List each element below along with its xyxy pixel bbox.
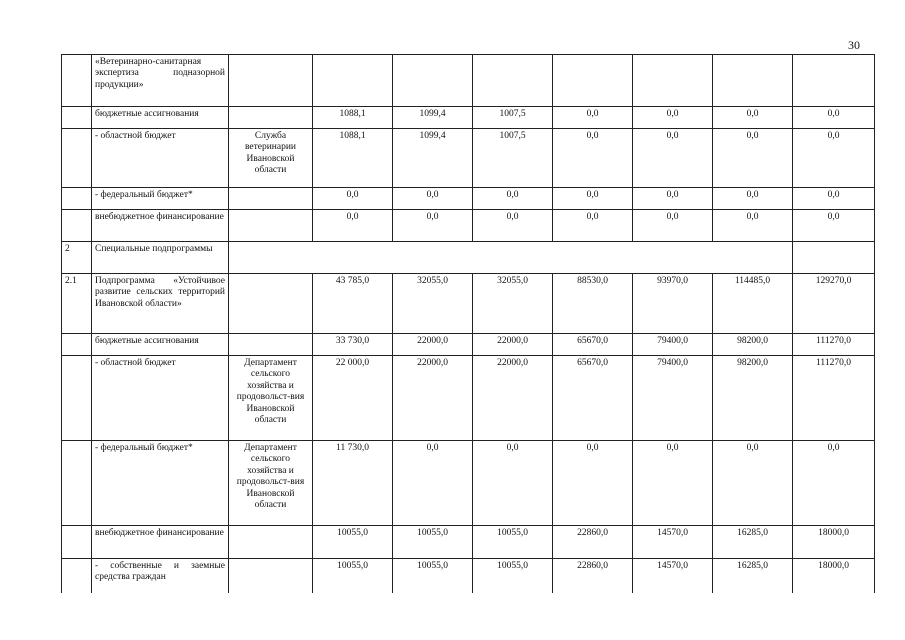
value-cell <box>553 55 633 107</box>
table-row <box>62 334 875 356</box>
value-cell: 0,0 <box>553 210 633 242</box>
row-responsible <box>229 188 313 210</box>
row-index <box>62 107 92 129</box>
value-cell: 98200,0 <box>713 334 793 356</box>
value-cell: 32055,0 <box>473 274 553 334</box>
row-name: - федеральный бюджет* <box>92 188 229 210</box>
row-name: внебюджетное финансирование <box>92 210 229 242</box>
value-cell <box>793 55 875 107</box>
value-cell: 1007,5 <box>473 107 553 129</box>
row-index <box>62 55 92 107</box>
row-name: - областной бюджет <box>92 129 229 188</box>
table-row <box>62 559 875 593</box>
value-cell: 79400,0 <box>633 334 713 356</box>
row-index <box>62 129 92 188</box>
table-row <box>62 526 875 559</box>
value-cell: 0,0 <box>553 188 633 210</box>
value-cell: 22 000,0 <box>313 356 393 441</box>
value-cell: 33 730,0 <box>313 334 393 356</box>
row-index: 2.1 <box>62 274 92 334</box>
row-responsible <box>229 55 313 107</box>
value-cell: 0,0 <box>393 441 473 526</box>
value-cell: 0,0 <box>633 129 713 188</box>
value-cell: 129270,0 <box>793 274 875 334</box>
value-cell: 0,0 <box>313 188 393 210</box>
table-row <box>62 129 875 188</box>
value-cell: 0,0 <box>553 441 633 526</box>
row-name: Подпрограмма «Устойчивое развитие сельских территорий Ивановской области» <box>92 274 229 334</box>
value-cell: 10055,0 <box>473 526 553 559</box>
value-cell: 0,0 <box>553 129 633 188</box>
row-index <box>62 526 92 559</box>
row-name: внебюджетное финансирование <box>92 526 229 559</box>
row-index <box>62 334 92 356</box>
value-cell: 22860,0 <box>553 526 633 559</box>
budget-table <box>61 54 875 593</box>
row-index <box>62 441 92 526</box>
value-cell: 16285,0 <box>713 559 793 593</box>
value-cell: 0,0 <box>553 107 633 129</box>
row-responsible: Департамент сельского хозяйства и продовольст-вия Ивановской области <box>229 441 313 526</box>
value-cell <box>633 55 713 107</box>
value-cell: 1088,1 <box>313 107 393 129</box>
value-cell: 10055,0 <box>313 559 393 593</box>
value-cell: 0,0 <box>713 129 793 188</box>
value-cell <box>393 55 473 107</box>
page-number: 30 <box>848 38 860 52</box>
value-cell: 0,0 <box>393 210 473 242</box>
value-cell: 0,0 <box>633 188 713 210</box>
value-cell: 111270,0 <box>793 356 875 441</box>
value-cell: 65670,0 <box>553 356 633 441</box>
value-cell: 22000,0 <box>473 334 553 356</box>
row-responsible <box>229 559 313 593</box>
value-cell: 98200,0 <box>713 356 793 441</box>
table-row <box>62 107 875 129</box>
value-cell: 0,0 <box>633 441 713 526</box>
value-cell: 14570,0 <box>633 559 713 593</box>
value-cell: 0,0 <box>633 210 713 242</box>
value-cell: 14570,0 <box>633 526 713 559</box>
row-responsible <box>229 274 313 334</box>
row-responsible: Служба ветеринарии Ивановской области <box>229 129 313 188</box>
section-blank <box>229 242 793 274</box>
row-index <box>62 356 92 441</box>
value-cell: 79400,0 <box>633 356 713 441</box>
value-cell: 43 785,0 <box>313 274 393 334</box>
value-cell: 32055,0 <box>393 274 473 334</box>
value-cell: 22000,0 <box>393 356 473 441</box>
value-cell: 10055,0 <box>473 559 553 593</box>
value-cell <box>313 55 393 107</box>
value-cell: 1099,4 <box>393 129 473 188</box>
value-cell: 0,0 <box>393 188 473 210</box>
table-row <box>62 274 875 334</box>
row-index <box>62 210 92 242</box>
value-cell: 18000,0 <box>793 526 875 559</box>
table-row <box>62 55 875 107</box>
value-cell: 111270,0 <box>793 334 875 356</box>
value-cell: 0,0 <box>633 107 713 129</box>
row-name: Специальные подпрограммы <box>92 242 229 274</box>
value-cell: 10055,0 <box>393 559 473 593</box>
value-cell: 0,0 <box>313 210 393 242</box>
row-name: «Ветеринарно-санитарная экспертиза подназорной продукции» <box>92 55 229 107</box>
row-index <box>62 188 92 210</box>
value-cell: 0,0 <box>793 441 875 526</box>
value-cell: 0,0 <box>473 441 553 526</box>
value-cell: 0,0 <box>713 210 793 242</box>
value-cell: 18000,0 <box>793 559 875 593</box>
table-row <box>62 441 875 526</box>
table-row <box>62 356 875 441</box>
row-responsible <box>229 107 313 129</box>
value-cell: 1099,4 <box>393 107 473 129</box>
value-cell <box>713 55 793 107</box>
value-cell: 1088,1 <box>313 129 393 188</box>
value-cell: 65670,0 <box>553 334 633 356</box>
value-cell: 22000,0 <box>473 356 553 441</box>
value-cell: 0,0 <box>793 107 875 129</box>
value-cell: 0,0 <box>793 188 875 210</box>
value-cell: 11 730,0 <box>313 441 393 526</box>
row-index <box>62 559 92 593</box>
table-row <box>62 188 875 210</box>
value-cell: 22000,0 <box>393 334 473 356</box>
value-cell <box>473 55 553 107</box>
value-cell: 0,0 <box>793 129 875 188</box>
row-responsible <box>229 334 313 356</box>
value-cell: 88530,0 <box>553 274 633 334</box>
value-cell: 0,0 <box>473 188 553 210</box>
row-index: 2 <box>62 242 92 274</box>
value-cell: 0,0 <box>713 188 793 210</box>
value-cell: 10055,0 <box>313 526 393 559</box>
row-name: - областной бюджет <box>92 356 229 441</box>
value-cell: 0,0 <box>793 210 875 242</box>
value-cell: 1007,5 <box>473 129 553 188</box>
value-cell: 114485,0 <box>713 274 793 334</box>
row-responsible <box>229 526 313 559</box>
value-cell: 0,0 <box>713 107 793 129</box>
row-name: - собственные и заемные средства граждан <box>92 559 229 593</box>
value-cell: 0,0 <box>473 210 553 242</box>
table-row <box>62 210 875 242</box>
row-responsible <box>229 210 313 242</box>
section-blank <box>793 242 875 274</box>
row-name: бюджетные ассигнования <box>92 334 229 356</box>
value-cell: 22860,0 <box>553 559 633 593</box>
value-cell: 10055,0 <box>393 526 473 559</box>
value-cell: 16285,0 <box>713 526 793 559</box>
value-cell: 0,0 <box>713 441 793 526</box>
value-cell: 93970,0 <box>633 274 713 334</box>
section-row <box>62 242 875 274</box>
row-name: - федеральный бюджет* <box>92 441 229 526</box>
row-name: бюджетные ассигнования <box>92 107 229 129</box>
row-responsible: Департамент сельского хозяйства и продовольст-вия Ивановской области <box>229 356 313 441</box>
